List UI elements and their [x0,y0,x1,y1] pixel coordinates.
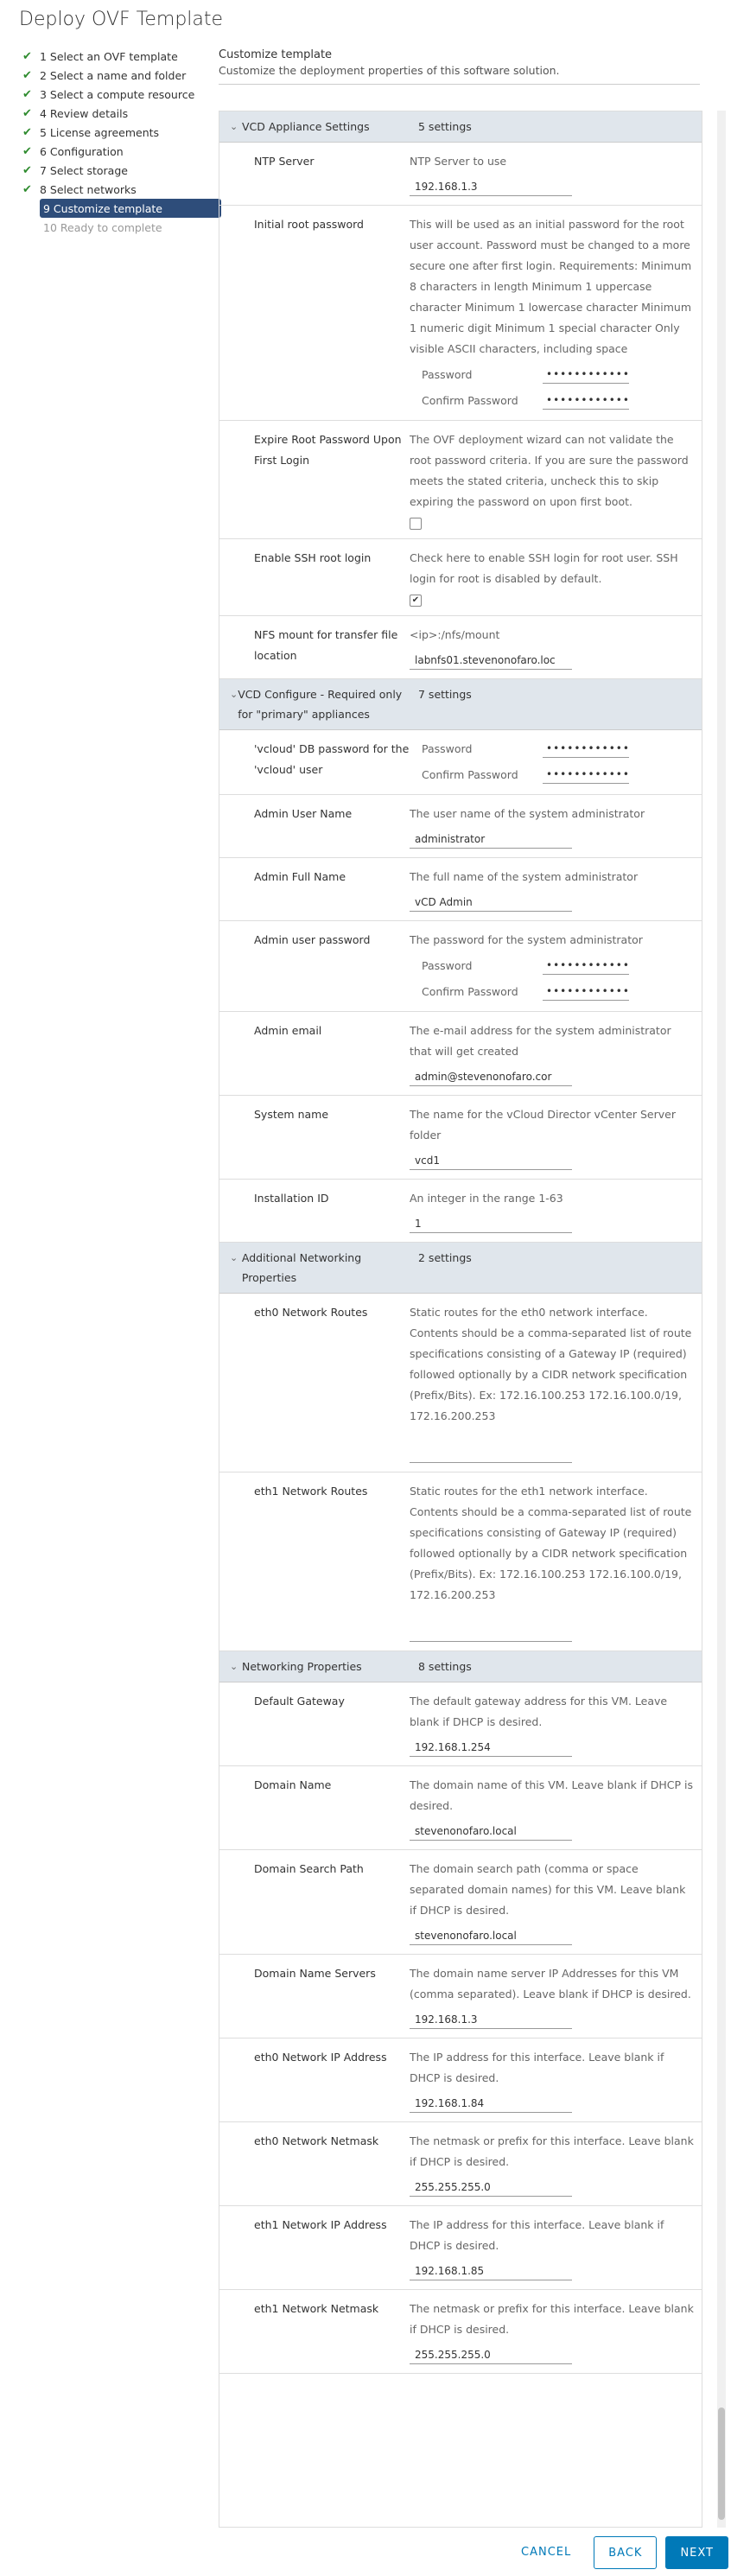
property-row: Admin user password The password for the system administrator Password •••••••••••• Confirm Password •••••••••••• [219,921,702,1012]
step-1[interactable]: ✔ 1 Select an OVF template [22,49,178,63]
step-7[interactable]: ✔ 7 Select storage [22,163,128,177]
property-row: NFS mount for transfer file location <ip>:/nfs/mount labnfs01.stevenonofaro.loc [219,616,702,679]
dns-servers-input[interactable] [410,2010,572,2029]
chevron-down-icon[interactable]: ⌄ [230,689,238,700]
step-6[interactable]: ✔ 6 Configuration [22,144,124,158]
system-name-input[interactable] [410,1151,572,1170]
check-icon: ✔ [22,106,32,120]
admin-password-input[interactable]: •••••••••••• [543,956,629,975]
chevron-down-icon[interactable]: ⌄ [230,1661,238,1672]
property-row: 'vcloud' DB password for the 'vcloud' user Password •••••••••••• Confirm Password •••••••••••• [219,730,702,795]
group-vcd-appliance[interactable]: ⌄ VCD Appliance Settings 5 settings [219,111,702,143]
property-row: Domain Name Servers The domain name server IP Addresses for this VM (comma separated). Leave blank if DHCP is desired. 192.168.1.3 [219,1955,702,2039]
page-title: Customize template [219,48,333,61]
eth1-routes-input[interactable] [410,1623,572,1642]
property-row: System name The name for the vCloud Director vCenter Server folder vcd1 [219,1096,702,1180]
property-row: eth0 Network Routes Static routes for the eth0 network interface. Contents should be a comma-separated list of route specifications consisting of a Gateway IP (required) followed optionally by a CIDR network specification (Prefix/Bits). Ex: 172.16.100.253 172.16.100.0/19, 172.16.200.253 [219,1294,702,1472]
property-row: Expire Root Password Upon First Login The OVF deployment wizard can not validate the root password criteria. If you are sure the password meets the stated criteria, uncheck this to skip expiring the password on upon first boot. [219,421,702,539]
wizard-steps [22,47,204,237]
db-password-input[interactable]: •••••••••••• [543,739,629,758]
check-icon: ✔ [22,144,32,158]
step-3[interactable]: ✔ 3 Select a compute resource [22,87,195,101]
group-additional-networking[interactable]: ⌄ Additional Networking Properties 2 settings [219,1243,702,1294]
dialog-title: Deploy OVF Template [19,9,224,30]
eth0-ip-input[interactable] [410,2094,572,2113]
property-row: Admin Full Name The full name of the system administrator vCD Admin [219,858,702,921]
installation-id-input[interactable] [410,1214,572,1233]
cancel-button[interactable]: CANCEL [507,2536,585,2567]
domain-search-input[interactable] [410,1926,572,1945]
ntp-server-input[interactable] [410,177,572,196]
chevron-down-icon[interactable]: ⌄ [230,121,238,132]
property-row: eth1 Network Routes Static routes for the eth1 network interface. Contents should be a comma-separated list of route specifications consisting of Gateway IP (required) followed optionally by a CIDR network specification (Prefix/Bits). Ex: 172.16.100.253 172.16.100.0/19, 172.16.200.253 [219,1472,702,1651]
check-icon: ✔ [22,49,32,63]
root-password-confirm-input[interactable]: •••••••••••• [543,391,629,410]
domain-name-input[interactable] [410,1822,572,1841]
check-icon: ✔ [22,125,32,139]
dialog-footer [507,2536,728,2569]
step-10: 10 Ready to complete [43,220,162,234]
property-row: eth0 Network Netmask The netmask or prefix for this interface. Leave blank if DHCP is desired. 255.255.255.0 [219,2122,702,2206]
eth1-ip-input[interactable] [410,2261,572,2280]
properties-panel [219,111,702,2528]
check-icon: ✔ [22,68,32,82]
property-row: eth1 Network IP Address The IP address for this interface. Leave blank if DHCP is desired. 192.168.1.85 [219,2206,702,2290]
group-vcd-configure[interactable]: ⌄ VCD Configure - Required only for "primary" appliances 7 settings [219,679,702,730]
back-button[interactable]: BACK [594,2536,657,2569]
nfs-mount-input[interactable] [410,651,572,670]
check-icon: ✔ [22,182,32,196]
db-password-confirm-input[interactable]: •••••••••••• [543,765,629,784]
step-9-active[interactable]: 9 Customize template [40,199,221,218]
step-8[interactable]: ✔ 8 Select networks [22,182,137,196]
scrollbar-thumb[interactable] [718,2407,725,2520]
admin-fullname-input[interactable] [410,893,572,912]
property-row: eth0 Network IP Address The IP address for this interface. Leave blank if DHCP is desired. 192.168.1.84 [219,2039,702,2122]
chevron-down-icon[interactable]: ⌄ [230,1252,238,1263]
group-networking[interactable]: ⌄ Networking Properties 8 settings [219,1651,702,1682]
check-icon: ✔ [22,87,32,101]
property-row: Domain Search Path The domain search path (comma or space separated domain names) for this VM. Leave blank if DHCP is desired. stevenonofaro.local [219,1850,702,1955]
property-row: Admin email The e-mail address for the system administrator that will get created admin@stevenonofaro.cor [219,1012,702,1096]
property-row: Admin User Name The user name of the system administrator administrator [219,795,702,858]
enable-ssh-checkbox[interactable]: ✔ [410,595,422,607]
gateway-input[interactable] [410,1738,572,1757]
admin-password-confirm-input[interactable]: •••••••••••• [543,982,629,1001]
eth0-routes-input[interactable] [410,1444,572,1463]
property-row: Domain Name The domain name of this VM. Leave blank if DHCP is desired. stevenonofaro.local [219,1766,702,1850]
check-icon: ✔ [22,163,32,177]
property-row: Initial root password This will be used as an initial password for the root user account. Password must be changed to a more secure one after first login. Requirements: Minimum 8 characters in length Minimum 1 uppercase character Minimum 1 lowercase character Minimum 1 numeric digit Minimum 1 special character Only visible ASCII characters, including space Password •••••••••••• Confirm Password •••••••••••• [219,206,702,421]
property-row: Default Gateway The default gateway address for this VM. Leave blank if DHCP is desired. 192.168.1.254 [219,1682,702,1766]
page-header [219,48,700,85]
property-row: eth1 Network Netmask The netmask or prefix for this interface. Leave blank if DHCP is desired. 255.255.255.0 [219,2290,702,2374]
property-row: Installation ID An integer in the range 1-63 1 [219,1180,702,1243]
root-password-input[interactable]: •••••••••••• [543,365,629,384]
property-row: Enable SSH root login Check here to enable SSH login for root user. SSH login for root is disabled by default. ✔ [219,539,702,616]
expire-password-checkbox[interactable] [410,518,422,530]
step-2[interactable]: ✔ 2 Select a name and folder [22,68,187,82]
scrollbar[interactable] [717,111,726,2528]
admin-user-input[interactable] [410,830,572,849]
eth0-netmask-input[interactable] [410,2178,572,2197]
admin-email-input[interactable] [410,1067,572,1086]
property-row: NTP Server NTP Server to use 192.168.1.3 [219,143,702,206]
eth1-netmask-input[interactable] [410,2345,572,2364]
step-5[interactable]: ✔ 5 License agreements [22,125,160,139]
page-subtitle: Customize the deployment properties of this software solution. [219,64,560,77]
next-button[interactable]: NEXT [665,2536,728,2569]
step-4[interactable]: ✔ 4 Review details [22,106,129,120]
